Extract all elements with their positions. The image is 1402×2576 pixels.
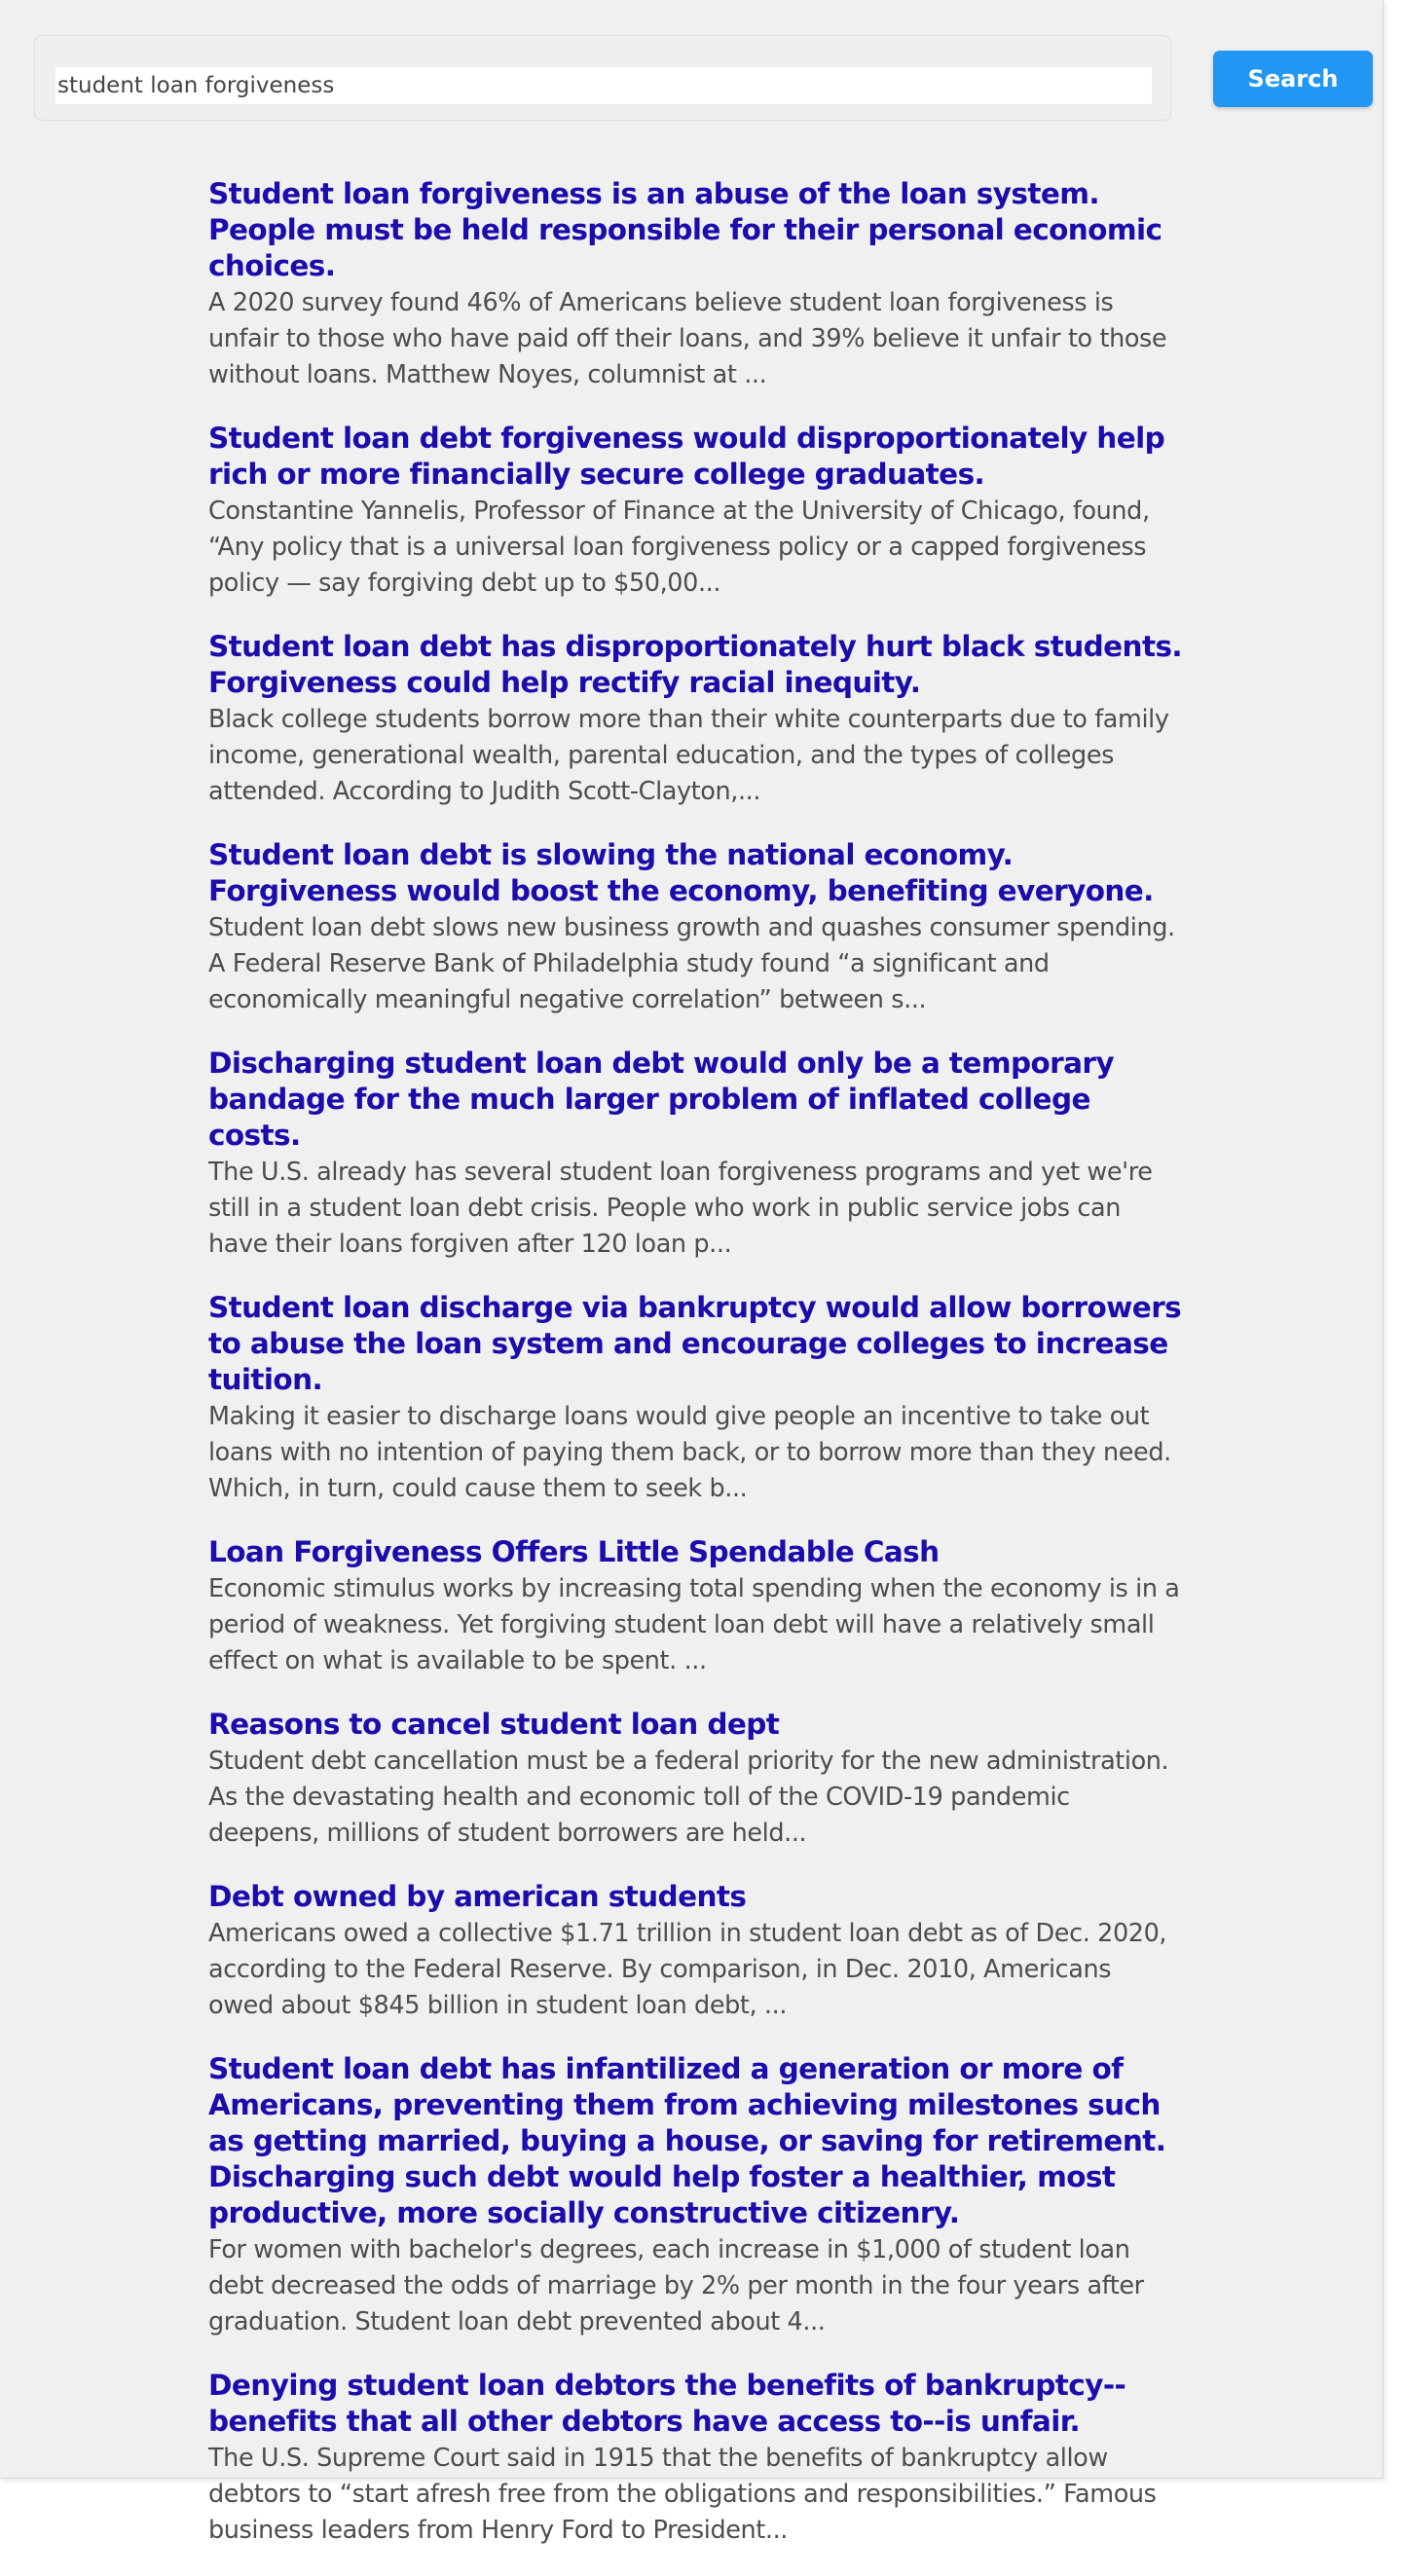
result-title-link[interactable]: Denying student loan debtors the benefits of bankruptcy--benefits that all other debtors have access to--is unfair. — [208, 2369, 1126, 2438]
result-item — [208, 421, 1182, 602]
result-snippet: The U.S. already has several student loan forgiveness programs and yet we're still in a student loan debt crisis. People who work in public service jobs can have their loans forgiven after 120 loan p... — [208, 1158, 1153, 1259]
result-item — [208, 2368, 1182, 2549]
result-snippet: Black college students borrow more than their white counterparts due to family income, generational wealth, parental education, and the types of colleges attended. According to Judith Scott-Clayton,... — [208, 705, 1169, 806]
result-snippet: Making it easier to discharge loans would give people an incentive to take out loans with no intention of paying them back, or to borrow more than they need. Which, in turn, could cause them to seek b... — [208, 1402, 1171, 1503]
result-item — [208, 1046, 1182, 1263]
result-snippet: For women with bachelor's degrees, each increase in $1,000 of student loan debt decreased the odds of marriage by 2% per month in the four years after graduation. Student loan debt prevented about 4... — [208, 2235, 1144, 2337]
result-title-link[interactable]: Loan Forgiveness Offers Little Spendable Cash — [208, 1535, 940, 1568]
result-snippet: Americans owed a collective $1.71 trillion in student loan debt as of Dec. 2020, according to the Federal Reserve. By comparison, in Dec. 2010, Americans owed about $845 billion in student loan debt, ... — [208, 1919, 1167, 2020]
result-title-link[interactable]: Student loan forgiveness is an abuse of the loan system. People must be held responsible for their personal economic choices. — [208, 177, 1162, 282]
result-title-link[interactable]: Student loan debt has disproportionately hurt black students. Forgiveness could help rectify racial inequity. — [208, 630, 1183, 699]
result-snippet: A 2020 survey found 46% of Americans believe student loan forgiveness is unfair to those who have paid off their loans, and 39% believe it unfair to those without loans. Matthew Noyes, columnist at ... — [208, 288, 1167, 389]
result-title-link[interactable]: Student loan debt forgiveness would disproportionately help rich or more financially secure college graduates. — [208, 422, 1165, 491]
result-snippet: Constantine Yannelis, Professor of Finance at the University of Chicago, found, “Any policy that is a universal loan forgiveness policy or a capped forgiveness policy — say forgiving debt up to $50,00... — [208, 497, 1150, 598]
result-title-link[interactable]: Student loan debt is slowing the national economy. Forgiveness would boost the economy, benefiting everyone. — [208, 838, 1154, 907]
result-item — [208, 837, 1182, 1018]
result-item — [208, 629, 1182, 810]
result-item — [208, 1290, 1182, 1507]
result-item — [208, 1707, 1182, 1852]
result-item — [208, 176, 1182, 393]
search-results — [208, 176, 1182, 2576]
result-item — [208, 2051, 1182, 2340]
result-title-link[interactable]: Student loan discharge via bankruptcy would allow borrowers to abuse the loan system and encourage colleges to increase tuition. — [208, 1291, 1182, 1396]
result-snippet: Economic stimulus works by increasing total spending when the economy is in a period of weakness. Yet forgiving student loan debt will have a relatively small effect on what is available to be spent. ... — [208, 1574, 1180, 1675]
result-snippet: Student loan debt slows new business growth and quashes consumer spending. A Federal Reserve Bank of Philadelphia study found “a significant and economically meaningful negative correlation” between s... — [208, 913, 1175, 1014]
result-item — [208, 1879, 1182, 2024]
search-button[interactable]: Search — [1213, 51, 1373, 107]
search-input[interactable] — [55, 67, 1152, 104]
result-title-link[interactable]: Debt owned by american students — [208, 1880, 747, 1913]
result-item — [208, 1534, 1182, 1679]
result-snippet: Student debt cancellation must be a federal priority for the new administration. As the devastating health and economic toll of the COVID-19 pandemic deepens, millions of student borrowers are held... — [208, 1747, 1169, 1848]
result-title-link[interactable]: Discharging student loan debt would only be a temporary bandage for the much larger problem of inflated college costs. — [208, 1047, 1114, 1152]
search-bar — [34, 35, 1171, 121]
result-snippet: The U.S. Supreme Court said in 1915 that the benefits of bankruptcy allow debtors to “start afresh free from the obligations and responsibilities.” Famous business leaders from Henry Ford to President... — [208, 2444, 1157, 2545]
result-title-link[interactable]: Student loan debt has infantilized a generation or more of Americans, preventing them from achieving milestones such as getting married, buying a house, or saving for retirement. Discharging such debt would help foster a healthier, most productive, more socially constructive citizenry. — [208, 2052, 1166, 2229]
result-title-link[interactable]: Reasons to cancel student loan dept — [208, 1708, 780, 1741]
